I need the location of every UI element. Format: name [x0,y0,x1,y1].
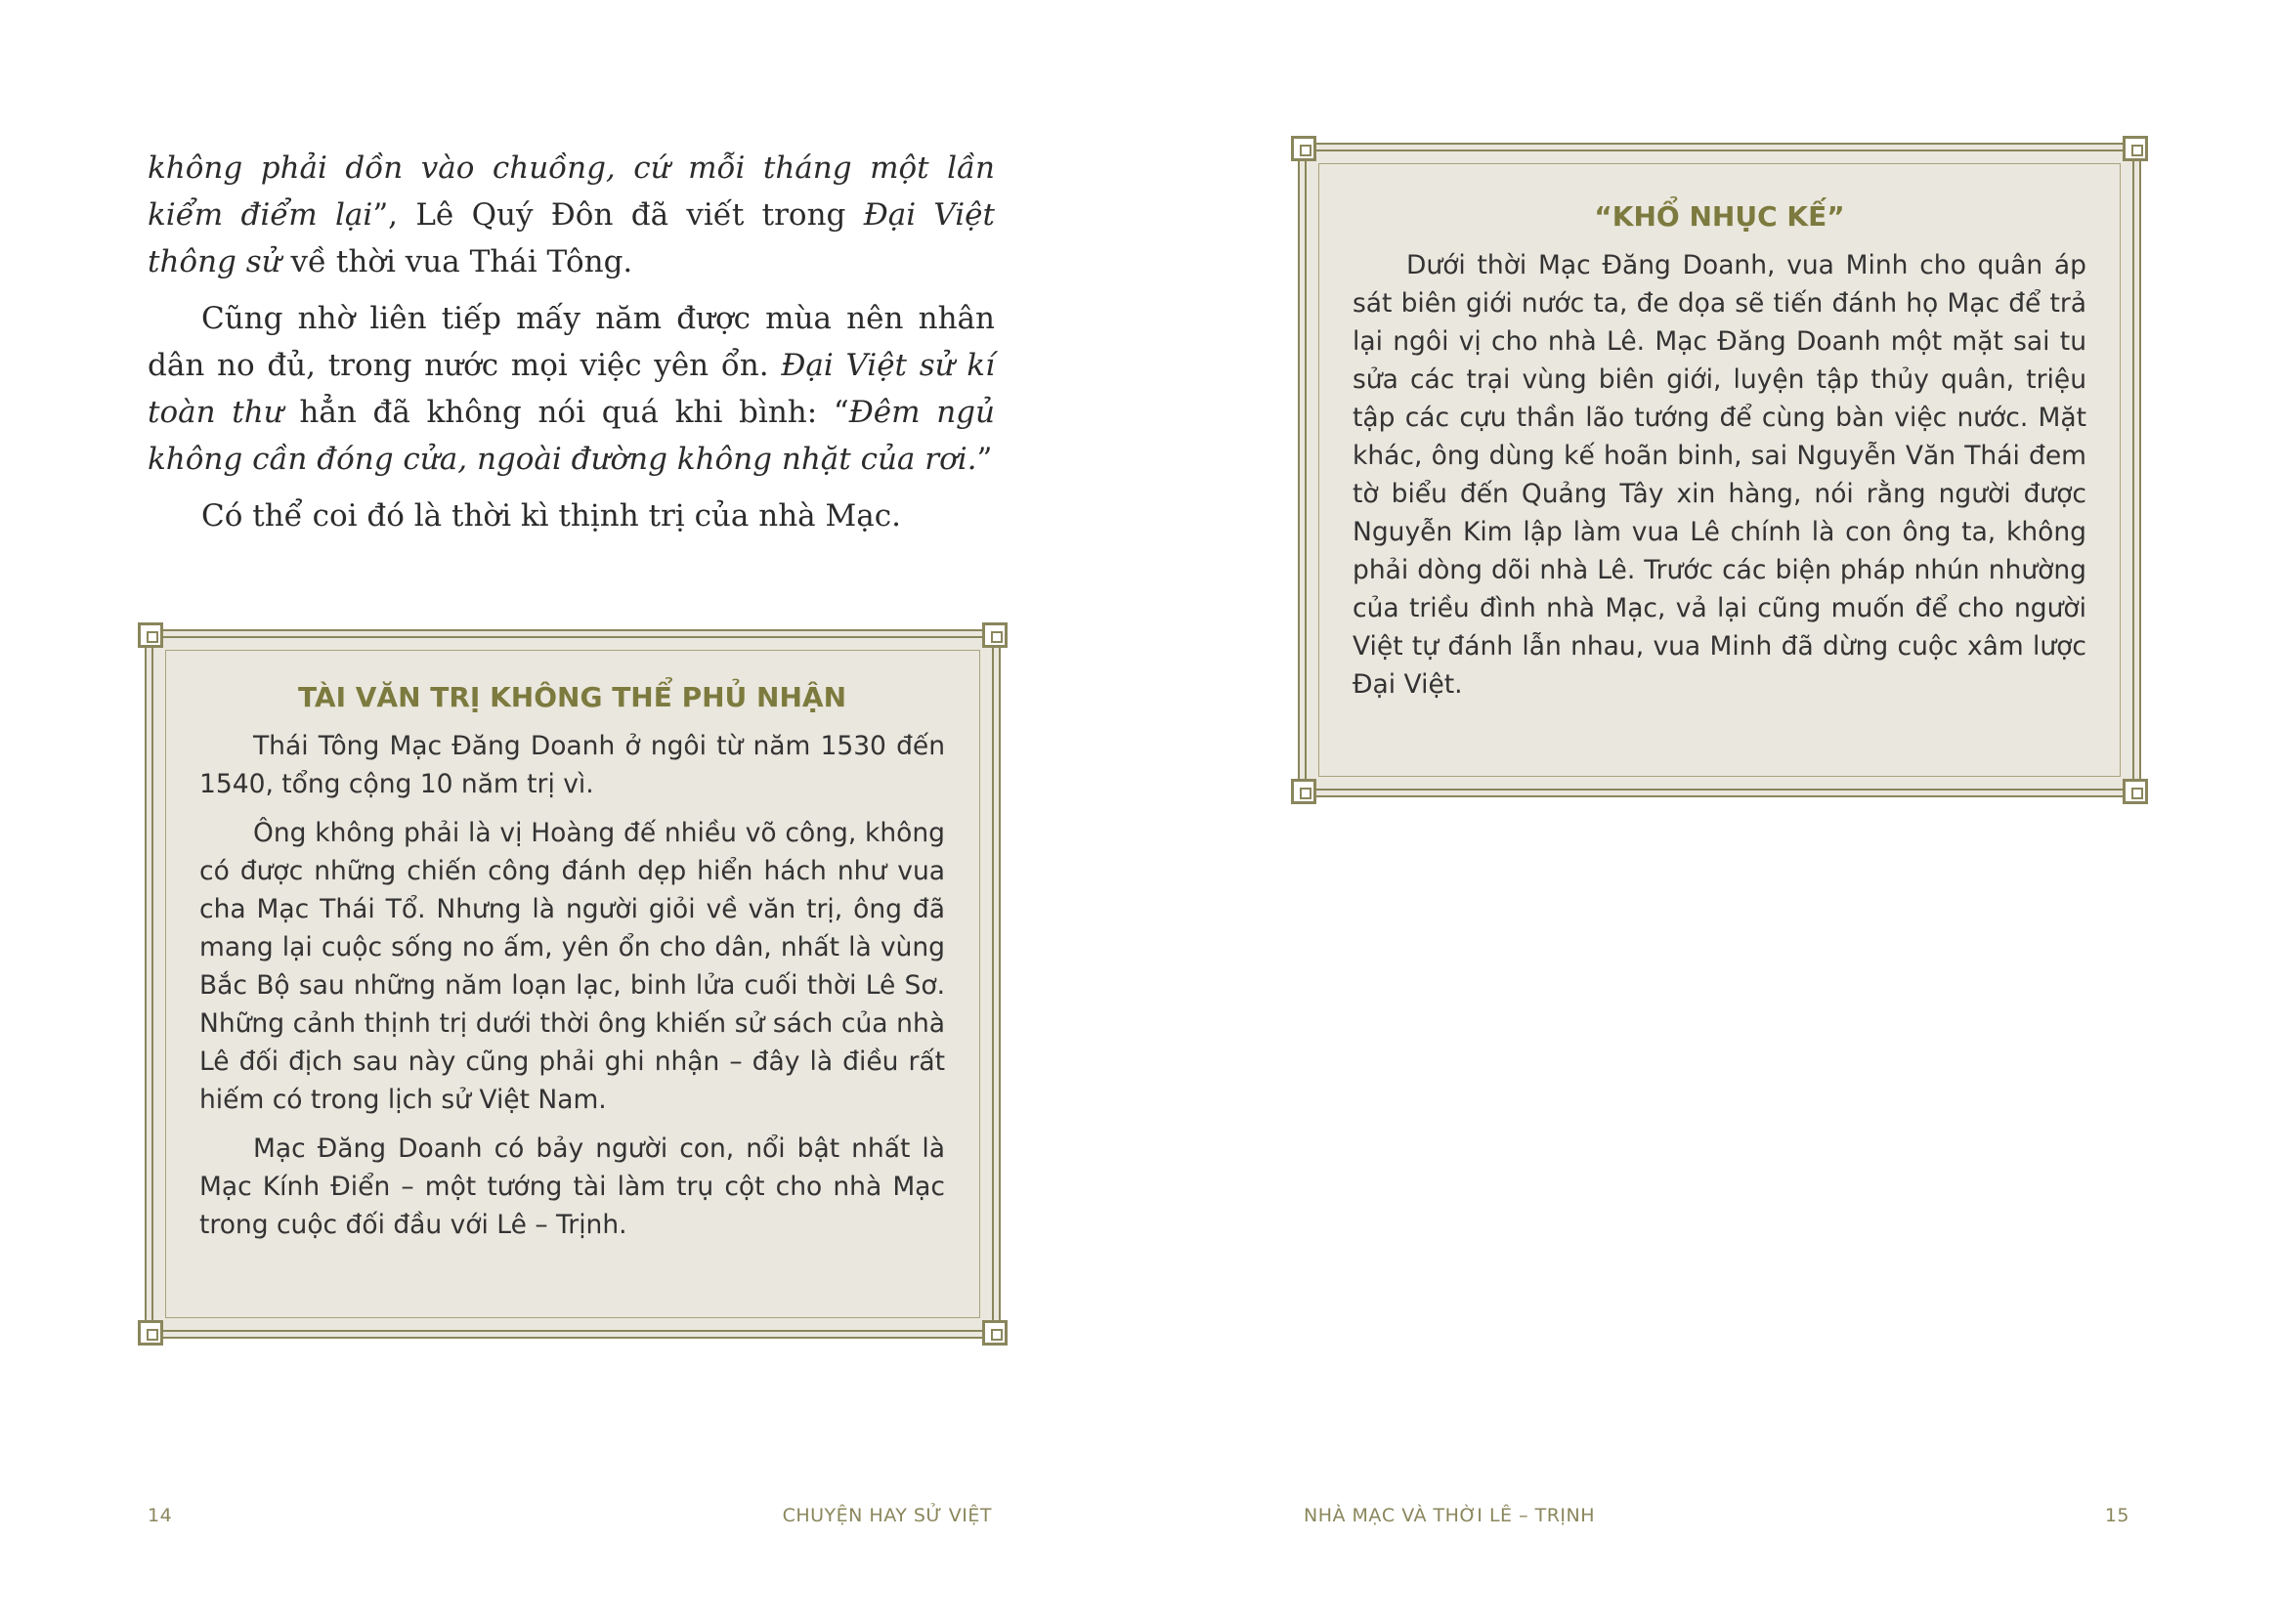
running-title: NHÀ MẠC VÀ THỜI LÊ – TRỊNH [1304,1505,1596,1526]
paragraph-3 [148,492,995,539]
italic-run: không phải dồn vào chuồng, cứ mỗi tháng một lần kiểm điểm lại [148,150,995,233]
text-run: ”, Lê Quý Đôn đã viết trong [372,197,864,233]
box-paragraph: Mạc Đăng Doanh có bảy người con, nổi bật nhất là Mạc Kính Điển – một tướng tài làm trụ cột cho nhà Mạc trong cuộc đối đầu với Lê – Trịnh. [199,1133,945,1240]
paragraph-2 [148,295,995,483]
corner-ornament [1291,136,1316,161]
page-number: 14 [148,1505,173,1526]
text-run: Cũng nhờ liên tiếp mấy năm được mùa nên nhân dân no đủ, trong nước mọi việc yên ổn. [148,301,995,383]
sidebar-box-van-tri [151,636,994,1332]
box-paragraph: Dưới thời Mạc Đăng Doanh, vua Minh cho quân áp sát biên giới nước ta, đe dọa sẽ tiến đánh họ Mạc để trả lại ngôi vị cho nhà Lê. Mạc Đăng Doanh một mặt sai tu sửa các trại vùng biên giới, luyện tập thủy quân, triệu tập các cựu thần lão tướng để cùng bàn việc nước. Mặt khác, ông dùng kế hoãn binh, sai Nguyễn Văn Thái đem tờ biểu đến Quảng Tây xin hàng, nói rằng người được Nguyễn Kim lập làm vua Lê chính là con ông ta, không phải dòng dõi nhà Lê. Trước các biện pháp nhún nhường của triều đình nhà Mạc, vả lại cũng muốn để cho người Việt tự đánh lẫn nhau, vua Minh đã dừng cuộc xâm lược Đại Việt. [1353,250,2086,700]
corner-ornament [138,622,163,648]
paragraph-1 [148,145,995,285]
main-text [148,145,995,549]
text-run: ” [976,442,993,477]
corner-ornament [982,622,1008,648]
text-run: hẳn đã không nói quá khi bình: “ [282,395,849,430]
right-page [1139,0,2278,1624]
corner-ornament [982,1320,1008,1346]
page-number: 15 [2104,1505,2129,1526]
quote-run: Đêm ngủ không cần đóng cửa, ngoài đường không nhặt của rơi. [148,395,995,477]
box-paragraph: Thái Tông Mạc Đăng Doanh ở ngôi từ năm 1530 đến 1540, tổng cộng 10 năm trị vì. [199,731,945,799]
corner-ornament [2123,136,2148,161]
book-title-run: Đại Việt thông sử [148,197,995,279]
box-body [199,727,945,1244]
corner-ornament [2123,779,2148,804]
text-run: về thời vua Thái Tông. [280,244,633,279]
text-run: Có thể coi đó là thời kì thịnh trị của nhà Mạc. [201,498,901,534]
box-body [1353,246,2086,704]
corner-ornament [1291,779,1316,804]
running-title: CHUYỆN HAY SỬ VIỆT [782,1505,992,1526]
box-paragraph: Ông không phải là vị Hoàng đế nhiều võ công, không có được những chiến công đánh dẹp hiển hách như vua cha Mạc Thái Tổ. Nhưng là người giỏi về văn trị, ông đã mang lại cuộc sống no ấm, yên ổn cho dân, nhất là vùng Bắc Bộ sau những năm loạn lạc, binh lửa cuối thời Lê Sơ. Những cảnh thịnh trị dưới thời ông khiến sử sách của nhà Lê đối địch sau này cũng phải ghi nhận – đây là điều rất hiếm có trong lịch sử Việt Nam. [199,818,945,1115]
book-title-run: Đại Việt sử kí toàn thư [148,348,995,430]
box-title: TÀI VĂN TRỊ KHÔNG THỂ PHỦ NHẬN [297,681,847,713]
corner-ornament [138,1320,163,1346]
sidebar-box-kho-nhuc-ke [1305,150,2134,791]
box-title: “KHỔ NHỤC KẾ” [1594,200,1845,233]
